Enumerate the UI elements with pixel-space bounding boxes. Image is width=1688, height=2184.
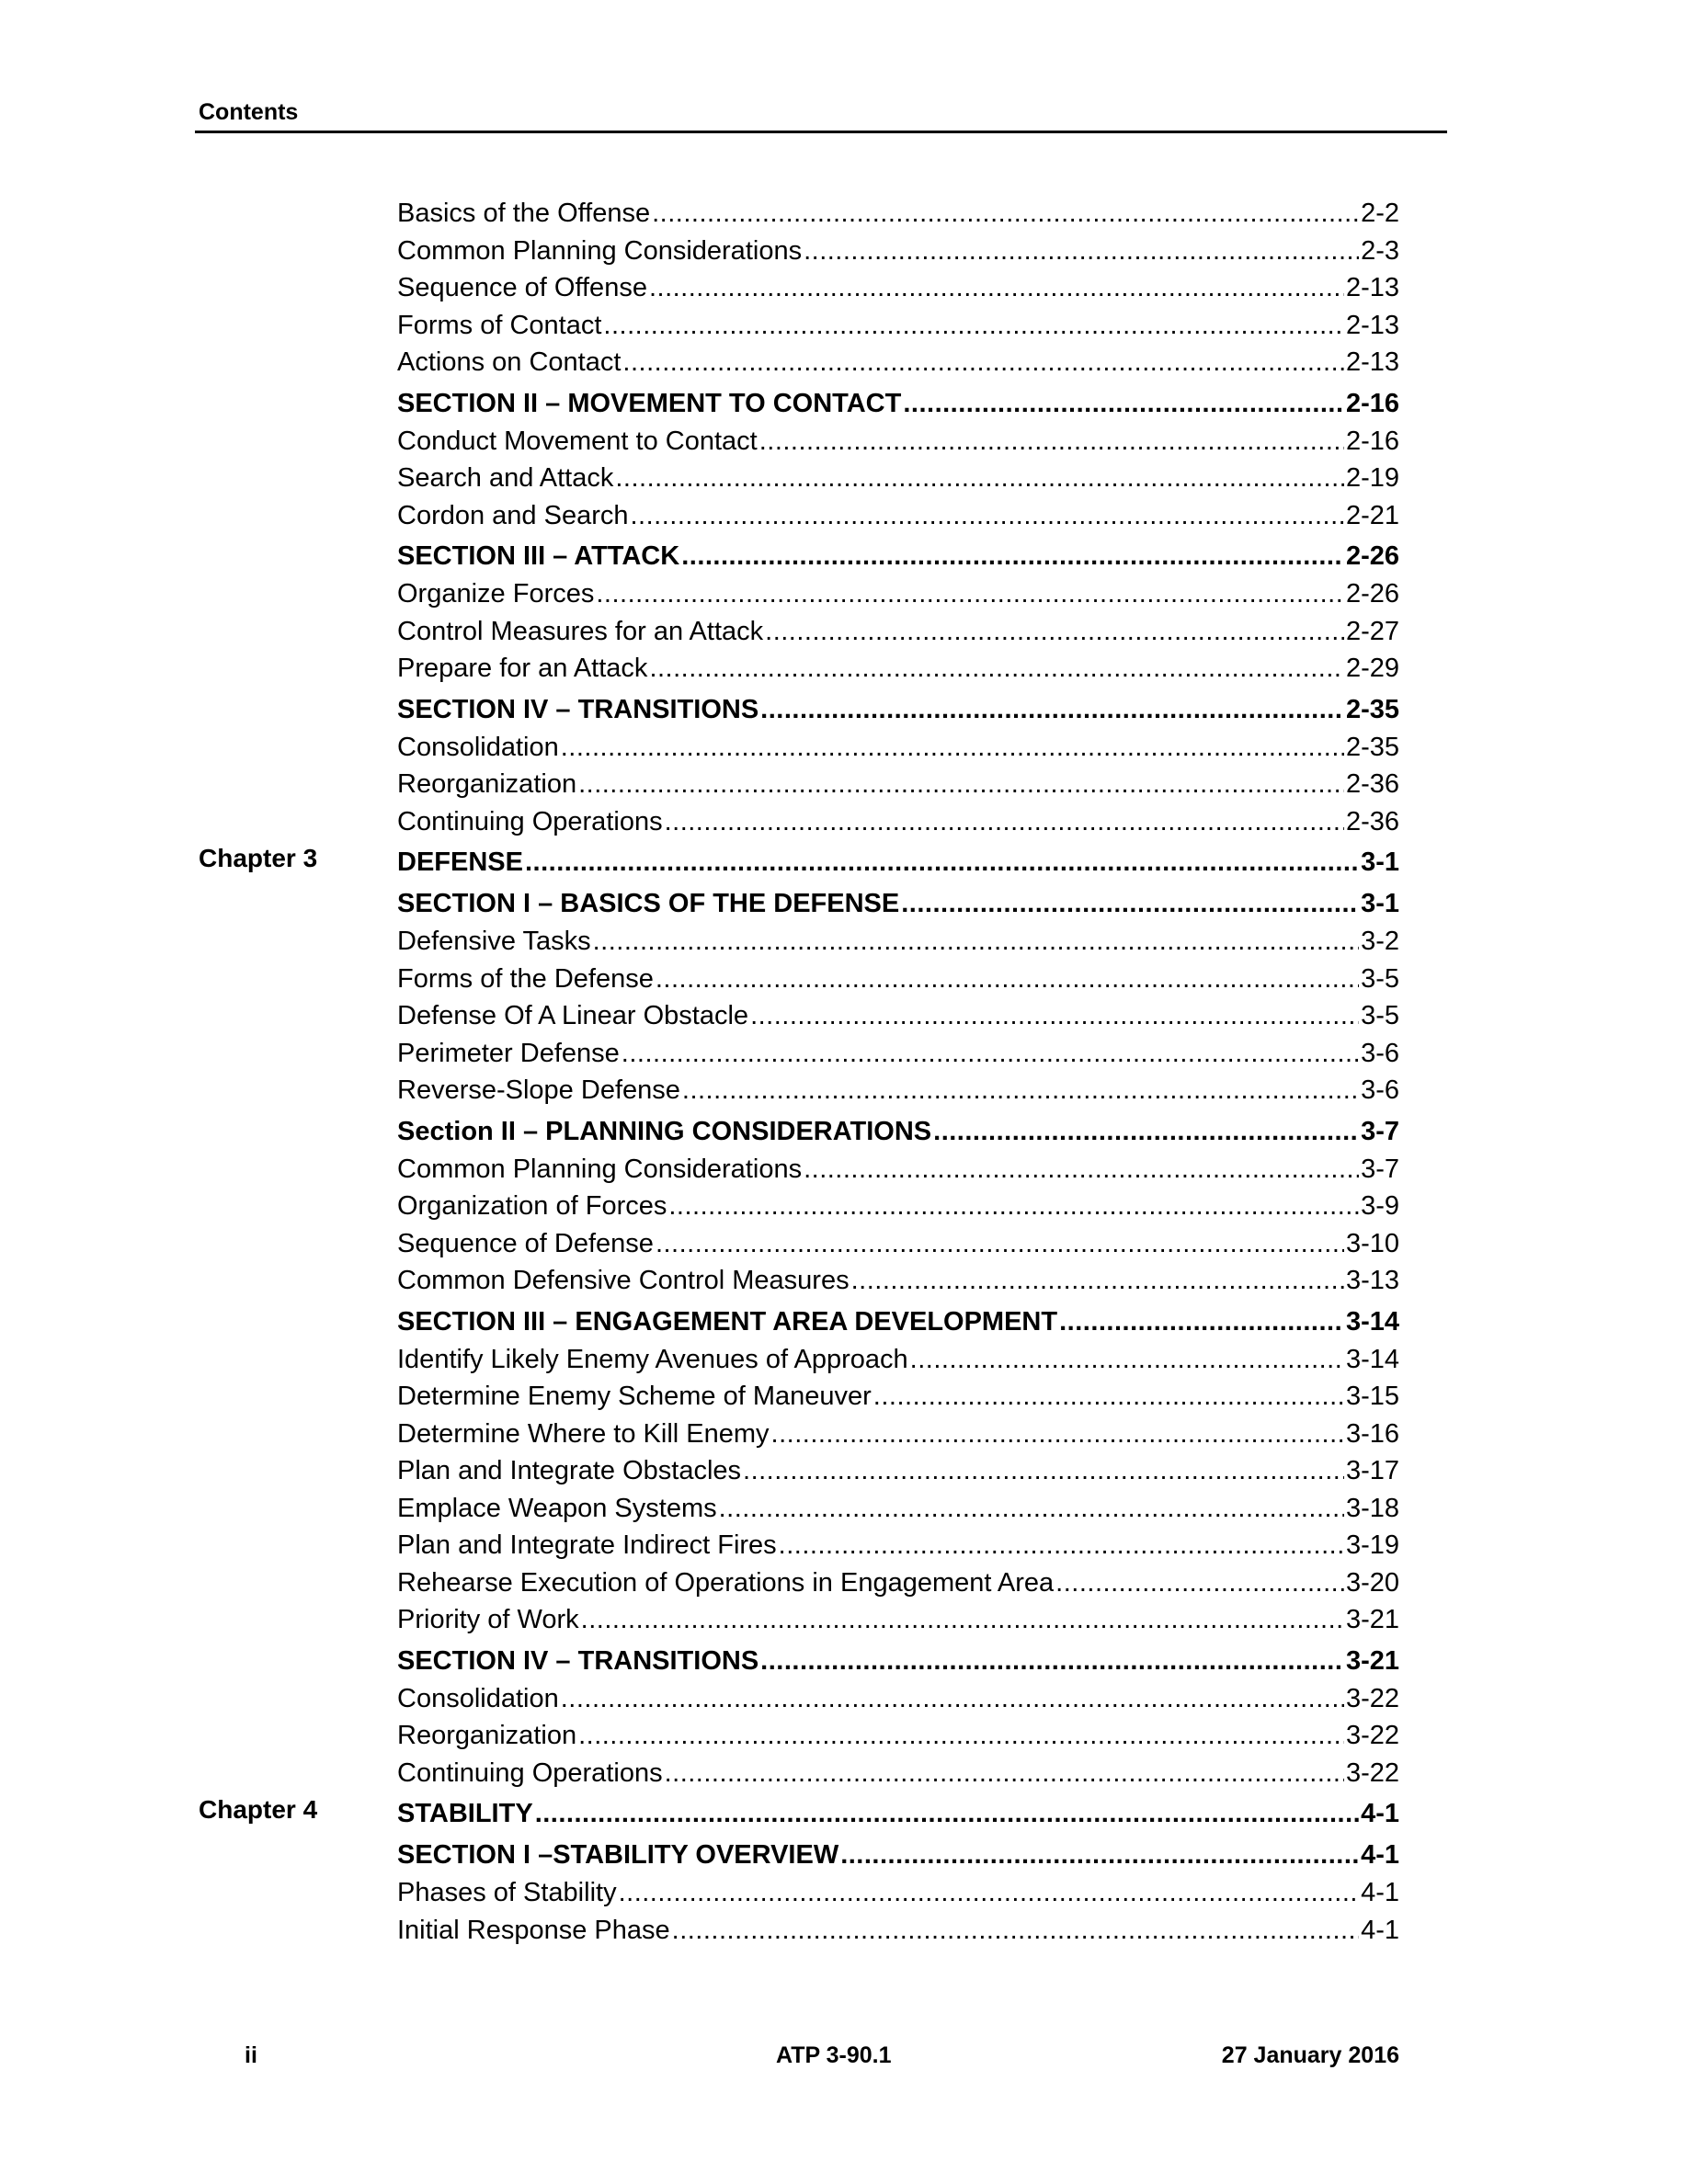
toc-entry-title: Continuing Operations	[397, 1757, 663, 1788]
toc-entry-page: 2-29	[1345, 654, 1399, 683]
toc-entry[interactable]	[397, 1758, 1399, 1788]
toc-entry-page: 3-5	[1361, 1001, 1399, 1030]
dot-leader	[743, 1456, 1344, 1485]
toc-entry-row[interactable]	[195, 269, 1399, 307]
toc-entry-title: SECTION I – BASICS OF THE DEFENSE	[397, 889, 900, 918]
toc-entry[interactable]	[397, 1001, 1399, 1030]
toc-entry-row[interactable]	[195, 1072, 1399, 1109]
toc-section-row[interactable]	[195, 1109, 1399, 1151]
toc-entry-title: STABILITY	[397, 1799, 533, 1828]
toc-entry[interactable]	[397, 1075, 1399, 1105]
toc-entry-page: 2-26	[1345, 541, 1399, 571]
toc-entry-title: Priority of Work	[397, 1605, 579, 1634]
toc-entry-page: 2-13	[1345, 273, 1399, 302]
toc-section-row[interactable]	[195, 381, 1399, 423]
toc-section-row[interactable]	[195, 688, 1399, 729]
dot-leader	[682, 1075, 1359, 1105]
toc-entry-page: 3-21	[1345, 1605, 1399, 1634]
toc-entry-title: Common Defensive Control Measures	[397, 1266, 850, 1295]
dot-leader	[603, 311, 1344, 340]
toc-entry[interactable]	[397, 389, 1399, 418]
dot-leader	[750, 1001, 1359, 1030]
toc-entry-page: 3-17	[1345, 1456, 1399, 1485]
dot-leader	[578, 1721, 1344, 1750]
toc-entry-page: 3-5	[1361, 963, 1399, 994]
toc-entry[interactable]	[397, 1494, 1399, 1523]
footer-date: 27 January 2016	[1221, 2042, 1399, 2068]
toc-entry-title: SECTION III – ATTACK	[397, 541, 680, 571]
toc-entry-row[interactable]	[195, 613, 1399, 651]
toc-section-row[interactable]	[195, 1833, 1399, 1874]
toc-entry-row[interactable]	[195, 423, 1399, 461]
toc-entry-row[interactable]	[195, 961, 1399, 998]
dot-leader	[760, 1646, 1344, 1676]
dot-leader	[649, 273, 1344, 302]
toc-entry[interactable]	[397, 1646, 1399, 1676]
toc-entry-page: 3-13	[1345, 1266, 1399, 1295]
toc-entry[interactable]	[397, 1039, 1399, 1068]
toc-entry[interactable]	[397, 427, 1399, 456]
toc-entry-title: Basics of the Offense	[397, 199, 651, 228]
toc-entry-page: 2-36	[1345, 806, 1399, 836]
toc-entry[interactable]	[397, 1345, 1399, 1374]
toc-entry-title: Determine Where to Kill Enemy	[397, 1418, 770, 1449]
toc-entry-page: 3-18	[1345, 1493, 1399, 1523]
dot-leader	[901, 889, 1359, 918]
toc-entry-page: 3-22	[1345, 1683, 1399, 1713]
dot-leader	[665, 1758, 1344, 1788]
toc-entry-page: 4-1	[1361, 1799, 1399, 1828]
toc-section-row[interactable]	[195, 882, 1399, 923]
chapter-label: Chapter 3	[199, 844, 318, 872]
toc-entry-title: Organize Forces	[397, 579, 595, 609]
toc-entry-title: Phases of Stability	[397, 1878, 617, 1907]
toc-entry-page: 3-20	[1345, 1567, 1399, 1598]
dot-leader	[1059, 1307, 1344, 1337]
toc-entry-page: 3-7	[1361, 1154, 1399, 1184]
toc-entry-page: 2-19	[1345, 463, 1399, 493]
toc-entry-title: Control Measures for an Attack	[397, 616, 764, 646]
toc-entry-page: 4-1	[1361, 1840, 1399, 1870]
toc-entry-row[interactable]	[195, 1717, 1399, 1755]
toc-entry-row[interactable]	[195, 1755, 1399, 1792]
dot-leader	[561, 1684, 1344, 1713]
toc-entry-title: Rehearse Execution of Operations in Engagement Area	[397, 1567, 1055, 1598]
toc-entry[interactable]	[397, 1229, 1399, 1258]
toc-section-row[interactable]	[195, 1639, 1399, 1680]
dot-leader	[719, 1494, 1344, 1523]
toc-entry-title: Defensive Tasks	[397, 927, 591, 956]
toc-entry-title: Reorganization	[397, 1721, 577, 1750]
toc-entry-title: Actions on Contact	[397, 347, 622, 377]
toc-entry[interactable]	[397, 1382, 1399, 1411]
toc-entry-page: 2-36	[1345, 769, 1399, 799]
toc-entry-title: Common Planning Considerations	[397, 1154, 803, 1184]
dot-leader	[681, 541, 1344, 571]
toc-entry[interactable]	[397, 579, 1399, 609]
toc-entry[interactable]	[397, 273, 1399, 302]
toc-entry-title: Forms of the Defense	[397, 963, 654, 994]
toc-entry-page: 4-1	[1361, 1915, 1399, 1945]
dot-leader	[910, 1345, 1344, 1374]
toc-entry-row[interactable]	[195, 1262, 1399, 1300]
toc-entry-title: Forms of Contact	[397, 310, 602, 340]
dot-leader	[903, 389, 1344, 418]
toc-entry[interactable]	[397, 1878, 1399, 1907]
toc-entry-row[interactable]	[195, 1341, 1399, 1379]
toc-entry[interactable]	[397, 769, 1399, 799]
toc-entry[interactable]	[397, 1456, 1399, 1485]
toc-chapter-row[interactable]	[195, 1792, 1399, 1833]
toc-entry-title: SECTION III – ENGAGEMENT AREA DEVELOPMENT	[397, 1306, 1058, 1337]
dot-leader	[779, 1530, 1344, 1560]
page-footer	[195, 2042, 1399, 2079]
toc-entry-page: 2-35	[1345, 694, 1399, 724]
toc-entry-page: 2-21	[1345, 500, 1399, 530]
toc-entry-row[interactable]	[195, 1378, 1399, 1416]
toc-entry-row[interactable]	[195, 1035, 1399, 1073]
dot-leader	[649, 654, 1344, 683]
toc-section-row[interactable]	[195, 1300, 1399, 1341]
toc-entry[interactable]	[397, 1568, 1399, 1598]
dot-leader	[873, 1382, 1344, 1411]
toc-entry-title: Perimeter Defense	[397, 1038, 620, 1068]
toc-entry-row[interactable]	[195, 1416, 1399, 1453]
toc-entry-row[interactable]	[195, 1874, 1399, 1912]
dot-leader	[668, 1191, 1359, 1221]
toc-entry-row[interactable]	[195, 1188, 1399, 1225]
dot-leader	[851, 1266, 1344, 1295]
toc-entry-title: Cordon and Search	[397, 500, 629, 530]
toc-entry-page: 2-35	[1345, 732, 1399, 762]
toc-entry-page: 2-16	[1345, 426, 1399, 456]
header-title: Contents	[199, 99, 299, 125]
dot-leader	[593, 927, 1359, 956]
dot-leader	[656, 1229, 1344, 1258]
dot-leader	[615, 463, 1344, 493]
dot-leader	[619, 1878, 1360, 1907]
toc-entry-page: 3-2	[1361, 927, 1399, 956]
toc-entry[interactable]	[397, 236, 1399, 266]
toc-entry[interactable]	[397, 807, 1399, 836]
dot-leader	[535, 1799, 1359, 1828]
toc-entry-title: Common Planning Considerations	[397, 235, 803, 266]
toc-section-row[interactable]	[195, 534, 1399, 575]
dot-leader	[804, 1155, 1359, 1184]
toc-entry-title: Section II – PLANNING CONSIDERATIONS	[397, 1116, 932, 1146]
toc-entry-row[interactable]	[195, 195, 1399, 233]
toc-entry-page: 2-13	[1345, 310, 1399, 340]
toc-entry-title: Prepare for an Attack	[397, 654, 648, 683]
toc-entry[interactable]	[397, 463, 1399, 493]
toc-entry-page: 2-2	[1361, 199, 1399, 228]
toc-entry-title: Search and Attack	[397, 463, 614, 493]
dot-leader	[759, 427, 1344, 456]
toc-entry[interactable]	[397, 1266, 1399, 1295]
toc-entry[interactable]	[397, 1684, 1399, 1713]
toc-entry-title: SECTION II – MOVEMENT TO CONTACT	[397, 388, 902, 418]
toc-entry-title: Reorganization	[397, 769, 577, 799]
toc-entry-row[interactable]	[195, 1490, 1399, 1528]
toc-entry[interactable]	[397, 311, 1399, 340]
toc-entry[interactable]	[397, 1117, 1399, 1146]
toc-entry-row[interactable]	[195, 575, 1399, 613]
dot-leader	[561, 733, 1344, 762]
toc-entry-row[interactable]	[195, 497, 1399, 535]
dot-leader	[933, 1117, 1359, 1146]
toc-entry-page: 3-14	[1345, 1344, 1399, 1374]
toc-entry-title: SECTION I –STABILITY OVERVIEW	[397, 1840, 839, 1870]
toc-entry-page: 3-9	[1361, 1191, 1399, 1221]
dot-leader	[596, 579, 1344, 609]
toc-entry-page: 2-13	[1345, 347, 1399, 377]
dot-leader	[760, 695, 1344, 724]
dot-leader	[581, 1605, 1344, 1634]
toc-entry[interactable]	[397, 1840, 1399, 1870]
toc-entry-row[interactable]	[195, 233, 1399, 270]
chapter-label: Chapter 4	[199, 1795, 318, 1824]
toc-entry-title: SECTION IV – TRANSITIONS	[397, 1645, 759, 1676]
toc-entry-title: SECTION IV – TRANSITIONS	[397, 694, 759, 724]
toc-entry-page: 3-14	[1345, 1306, 1399, 1337]
toc-entry-title: Emplace Weapon Systems	[397, 1493, 717, 1523]
toc-entry-page: 3-10	[1345, 1228, 1399, 1258]
toc-entry-title: Consolidation	[397, 1683, 559, 1713]
toc-entry[interactable]	[397, 695, 1399, 724]
toc-entry[interactable]	[397, 1916, 1399, 1945]
dot-leader	[765, 617, 1344, 646]
toc-entry-row[interactable]	[195, 1225, 1399, 1263]
toc-entry-page: 3-16	[1345, 1418, 1399, 1449]
toc-entry[interactable]	[397, 501, 1399, 530]
toc-entry-page: 3-1	[1361, 847, 1399, 877]
toc-entry[interactable]	[397, 1605, 1399, 1634]
toc-entry-row[interactable]	[195, 650, 1399, 688]
toc-entry[interactable]	[397, 347, 1399, 377]
toc-entry-page: 3-6	[1361, 1075, 1399, 1105]
toc-entry-page: 3-7	[1361, 1116, 1399, 1146]
toc-entry-page: 3-22	[1345, 1757, 1399, 1788]
toc-entry-page: 3-1	[1361, 889, 1399, 918]
toc-entry-row[interactable]	[195, 460, 1399, 497]
toc-entry-row[interactable]	[195, 729, 1399, 767]
toc-entry-page: 2-26	[1345, 579, 1399, 609]
toc-entry-row[interactable]	[195, 1912, 1399, 1950]
toc-entry-row[interactable]	[195, 1151, 1399, 1189]
toc-entry-page: 3-15	[1345, 1382, 1399, 1411]
toc-entry-row[interactable]	[195, 803, 1399, 841]
toc-entry-row[interactable]	[195, 1601, 1399, 1639]
running-header	[195, 94, 1447, 133]
toc-entry[interactable]	[397, 1721, 1399, 1750]
toc-entry-row[interactable]	[195, 923, 1399, 961]
dot-leader	[652, 199, 1359, 228]
toc-entry-page: 2-27	[1345, 616, 1399, 646]
toc-entry-row[interactable]	[195, 1680, 1399, 1718]
toc-entry[interactable]	[397, 1799, 1399, 1828]
toc-entry-page: 2-16	[1345, 388, 1399, 418]
toc-entry[interactable]	[397, 1307, 1399, 1337]
toc-entry[interactable]	[397, 654, 1399, 683]
toc-entry-title: DEFENSE	[397, 847, 523, 877]
toc-entry[interactable]	[397, 733, 1399, 762]
toc-entry[interactable]	[397, 927, 1399, 956]
toc-entry-row[interactable]	[195, 1452, 1399, 1490]
dot-leader	[578, 769, 1344, 799]
toc-entry-page: 3-6	[1361, 1038, 1399, 1068]
toc-entry-row[interactable]	[195, 766, 1399, 803]
toc-entry-title: Plan and Integrate Obstacles	[397, 1456, 742, 1485]
toc-entry-title: Determine Enemy Scheme of Maneuver	[397, 1382, 872, 1411]
toc-entry[interactable]	[397, 617, 1399, 646]
toc-entry-title: Initial Response Phase	[397, 1915, 670, 1945]
dot-leader	[622, 347, 1344, 377]
toc-entry[interactable]	[397, 1419, 1399, 1449]
toc-entry[interactable]	[397, 199, 1399, 228]
dot-leader	[1055, 1568, 1344, 1598]
toc-entry-row[interactable]	[195, 1564, 1399, 1602]
toc-entry-title: Defense Of A Linear Obstacle	[397, 1001, 749, 1030]
toc-entry-page: 2-3	[1361, 235, 1399, 266]
toc-entry-row[interactable]	[195, 344, 1399, 381]
dot-leader	[672, 1916, 1359, 1945]
toc-entry-page: 3-21	[1345, 1645, 1399, 1676]
toc-entry-title: Continuing Operations	[397, 806, 663, 836]
toc-entry-title: Consolidation	[397, 732, 559, 762]
footer-page-number: ii	[245, 2042, 257, 2068]
toc-chapter-row[interactable]	[195, 840, 1399, 882]
toc-entry[interactable]	[397, 1191, 1399, 1221]
toc-entry[interactable]	[397, 1530, 1399, 1560]
toc-entry-title: Conduct Movement to Contact	[397, 426, 758, 456]
toc-entry-page: 4-1	[1361, 1878, 1399, 1907]
toc-entry-title: Plan and Integrate Indirect Fires	[397, 1530, 777, 1560]
dot-leader	[631, 501, 1344, 530]
table-of-contents	[195, 195, 1399, 1949]
dot-leader	[840, 1840, 1359, 1870]
dot-leader	[771, 1419, 1344, 1449]
toc-entry[interactable]	[397, 541, 1399, 571]
footer-publication: ATP 3-90.1	[776, 2042, 892, 2068]
dot-leader	[665, 807, 1344, 836]
dot-leader	[622, 1039, 1359, 1068]
toc-entry-row[interactable]	[195, 997, 1399, 1035]
toc-entry-page: 3-19	[1345, 1530, 1399, 1560]
toc-entry-title: Identify Likely Enemy Avenues of Approach	[397, 1344, 908, 1374]
toc-entry[interactable]	[397, 1155, 1399, 1184]
dot-leader	[525, 847, 1359, 877]
toc-entry-row[interactable]	[195, 307, 1399, 345]
toc-entry[interactable]	[397, 847, 1399, 877]
toc-entry-row[interactable]	[195, 1527, 1399, 1564]
dot-leader	[804, 236, 1359, 266]
toc-entry-title: Sequence of Offense	[397, 273, 647, 302]
toc-entry-title: Sequence of Defense	[397, 1228, 654, 1258]
toc-entry-title: Reverse-Slope Defense	[397, 1075, 680, 1105]
toc-entry[interactable]	[397, 889, 1399, 918]
toc-entry-page: 3-22	[1345, 1721, 1399, 1750]
toc-entry-title: Organization of Forces	[397, 1191, 667, 1221]
dot-leader	[656, 964, 1359, 994]
toc-entry[interactable]	[397, 964, 1399, 994]
